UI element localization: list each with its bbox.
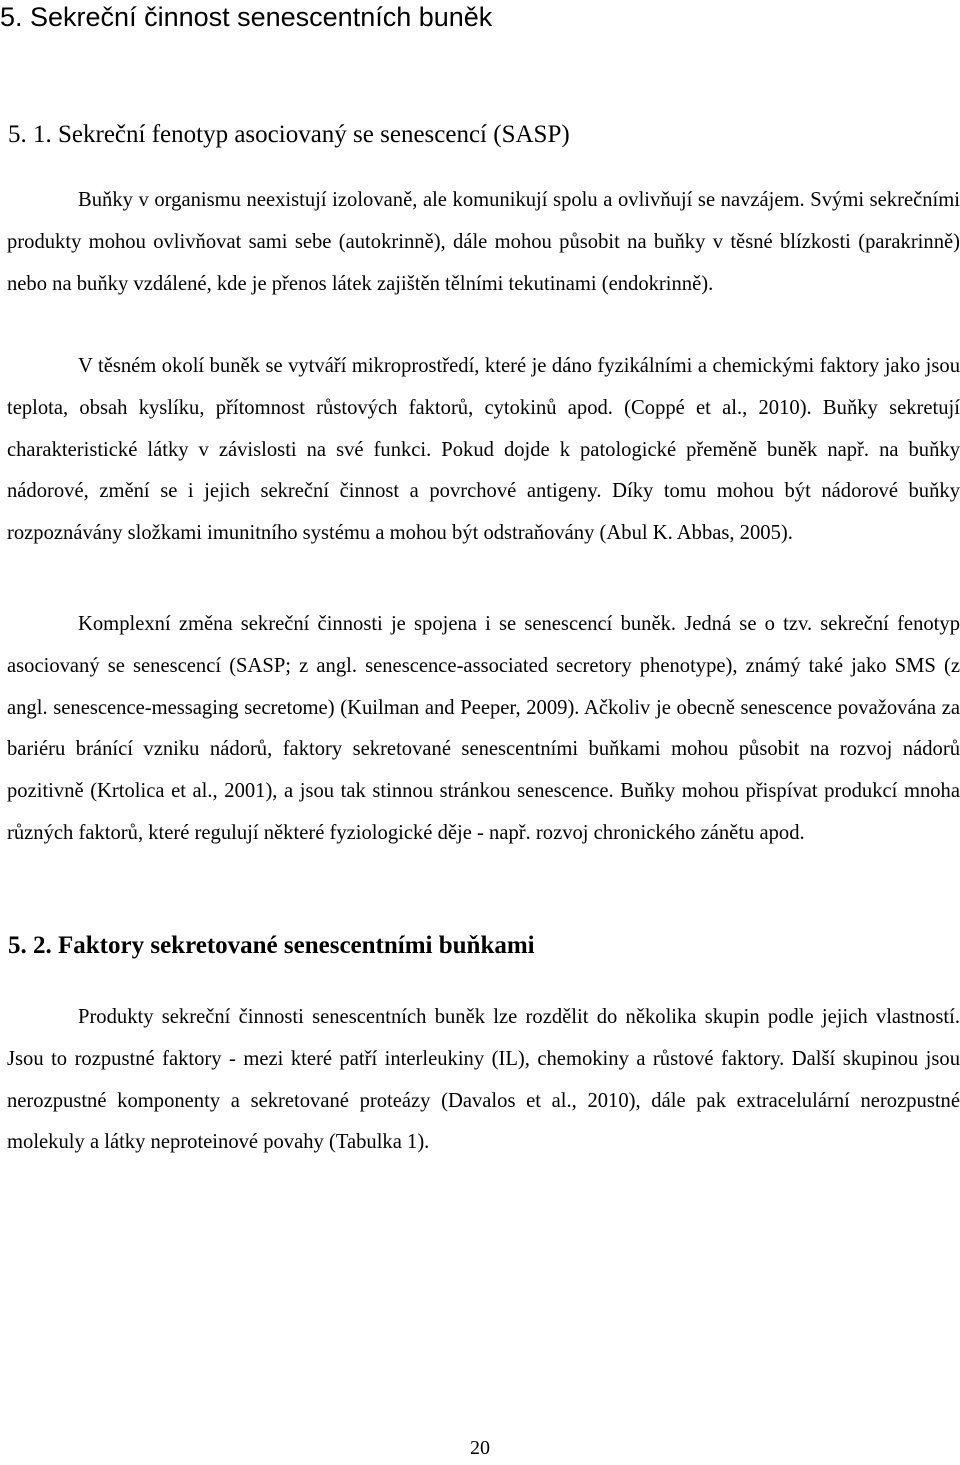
page-number: 20 <box>470 1437 490 1459</box>
paragraph-secreted-products: Produkty sekreční činnosti senescentních buněk lze rozdělit do několika skupin podle jejich vlastností. Jsou to rozpustné faktory - mezi které patří interleukiny (IL), chemokiny a růstové faktory. Další skupinou jsou nerozpustné komponenty a sekretované proteázy (Davalos et al., 2010), dále pak extracelulární nerozpustné molekuly a látky neproteinové povahy (Tabulka 1). <box>7 1006 960 1154</box>
chapter-heading: 5. Sekreční činnost senescentních buněk <box>0 2 493 32</box>
section-heading-factors: 5. 2. Faktory sekretované senescentními buňkami <box>8 932 535 959</box>
paragraph-cell-communication: Buňky v organismu neexistují izolovaně, ale komunikují spolu a ovlivňují se navzájem. Svými sekrečními produkty mohou ovlivňovat sami sebe (autokrinně), dále mohou působit na buňky v těsné blízkosti (parakrinně) nebo na buňky vzdálené, kde je přenos látek zajištěn tělními tekutinami (endokrinně). <box>7 189 960 295</box>
section-heading-sasp: 5. 1. Sekreční fenotyp asociovaný se senescencí (SASP) <box>8 121 570 148</box>
paragraph-microenvironment: V těsném okolí buněk se vytváří mikroprostředí, které je dáno fyzikálními a chemickými faktory jako jsou teplota, obsah kyslíku, přítomnost růstových faktorů, cytokinů apod. (Coppé et al., 2010). Buňky sekretují charakteristické látky v závislosti na své funkci. Pokud dojde k patologické přeměně buněk např. na buňky nádorové, změní se i jejich sekreční činnost a povrchové antigeny. Díky tomu mohou být nádorové buňky rozpoznávány složkami imunitního systému a mohou být odstraňovány (Abul K. Abbas, 2005). <box>7 355 960 545</box>
paragraph-sasp-definition: Komplexní změna sekreční činnosti je spojena i se senescencí buněk. Jedná se o tzv. sekreční fenotyp asociovaný se senescencí (SASP; z angl. senescence-associated secretory phenotype), známý také jako SMS (z angl. senescence-messaging secretome) (Kuilman and Peeper, 2009). Ačkoliv je obecně senescence považována za bariéru bránící vzniku nádorů, faktory sekretované senescentními buňkami mohou působit na rozvoj nádorů pozitivně (Krtolica et al., 2001), a jsou tak stinnou stránkou senescence. Buňky mohou přispívat produkcí mnoha různých faktorů, které regulují některé fyziologické děje - např. rozvoj chronického zánětu apod. <box>7 613 960 844</box>
